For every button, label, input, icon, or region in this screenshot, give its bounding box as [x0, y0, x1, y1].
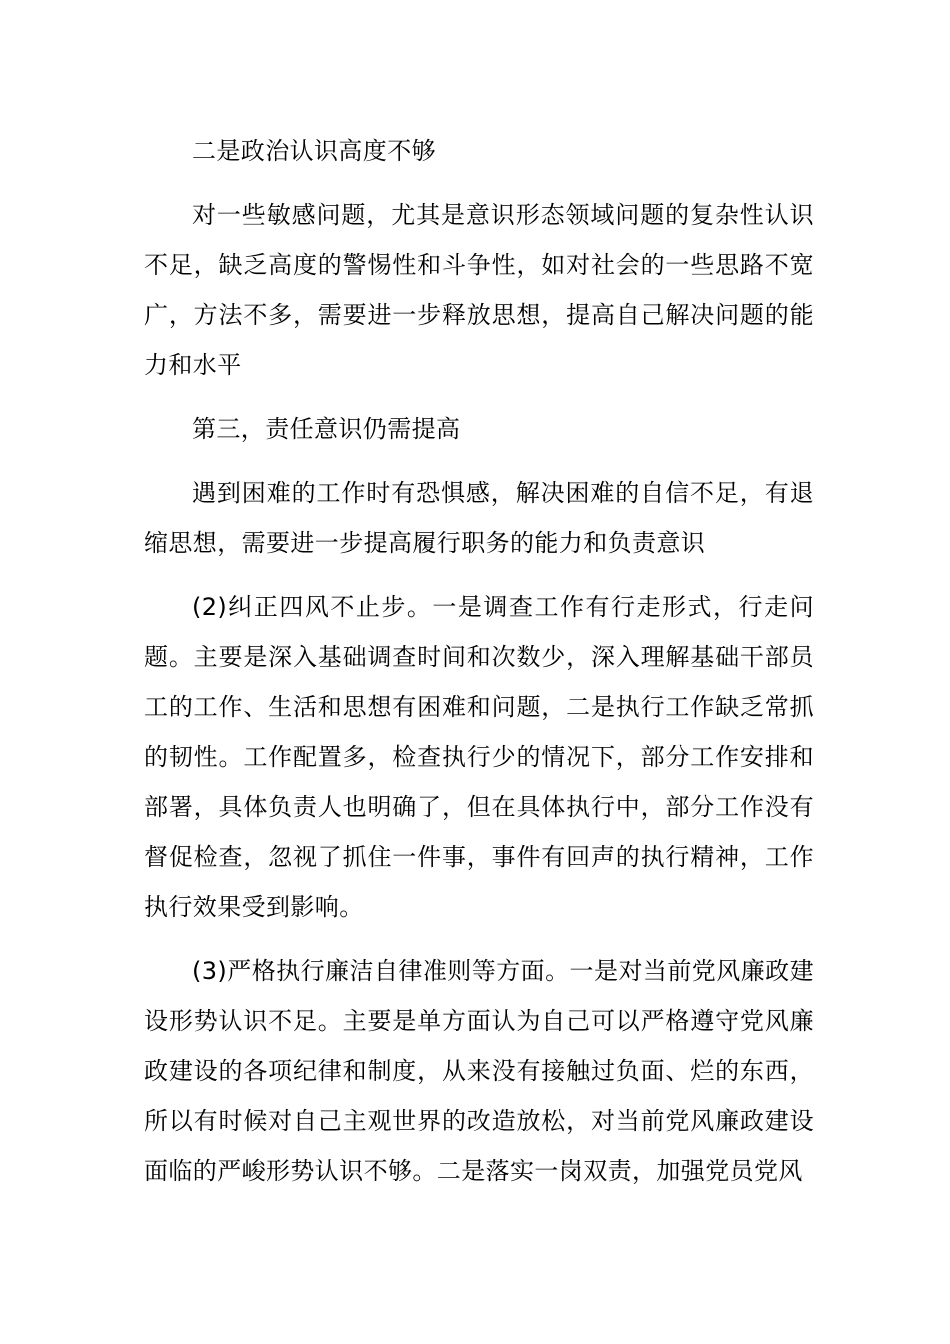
document-page — [144, 126, 814, 1210]
section-heading-political-awareness: 二是政治认识高度不够 — [192, 137, 436, 165]
paragraph-difficult-work: 遇到困难的工作时有恐惧感，解决困难的自信不足，有退缩思想，需要进一步提高履行职务的能力和负责意识 — [144, 479, 814, 557]
paragraph-four-winds: (2)纠正四风不止步。一是调查工作有行走形式，行走问题。主要是深入基础调查时间和次数少，深入理解基础干部员工的工作、生活和思想有困难和问题，二是执行工作缺乏常抓的韧性。工作配置多，检查执行少的情况下，部分工作安排和部署，具体负责人也明确了，但在具体执行中，部分工作没有督促检查，忽视了抓住一件事，事件有回声的执行精神，工作执行效果受到影响。 — [144, 593, 814, 921]
section-heading-responsibility: 第三，责任意识仍需提高 — [192, 415, 461, 443]
paragraph-sensitive-issues: 对一些敏感问题，尤其是意识形态领域问题的复杂性认识不足，缺乏高度的警惕性和斗争性，如对社会的一些思路不宽广，方法不多，需要进一步释放思想，提高自己解决问题的能力和水平 — [144, 201, 814, 379]
paragraph-integrity-rules: (3)严格执行廉洁自律准则等方面。一是对当前党风廉政建设形势认识不足。主要是单方面认为自己可以严格遵守党风廉政建设的各项纪律和制度，从来没有接触过负面、烂的东西，所以有时候对自己主观世界的改造放松，对当前党风廉政建设面临的严峻形势认识不够。二是落实一岗双责，加强党员党风 — [144, 957, 814, 1185]
